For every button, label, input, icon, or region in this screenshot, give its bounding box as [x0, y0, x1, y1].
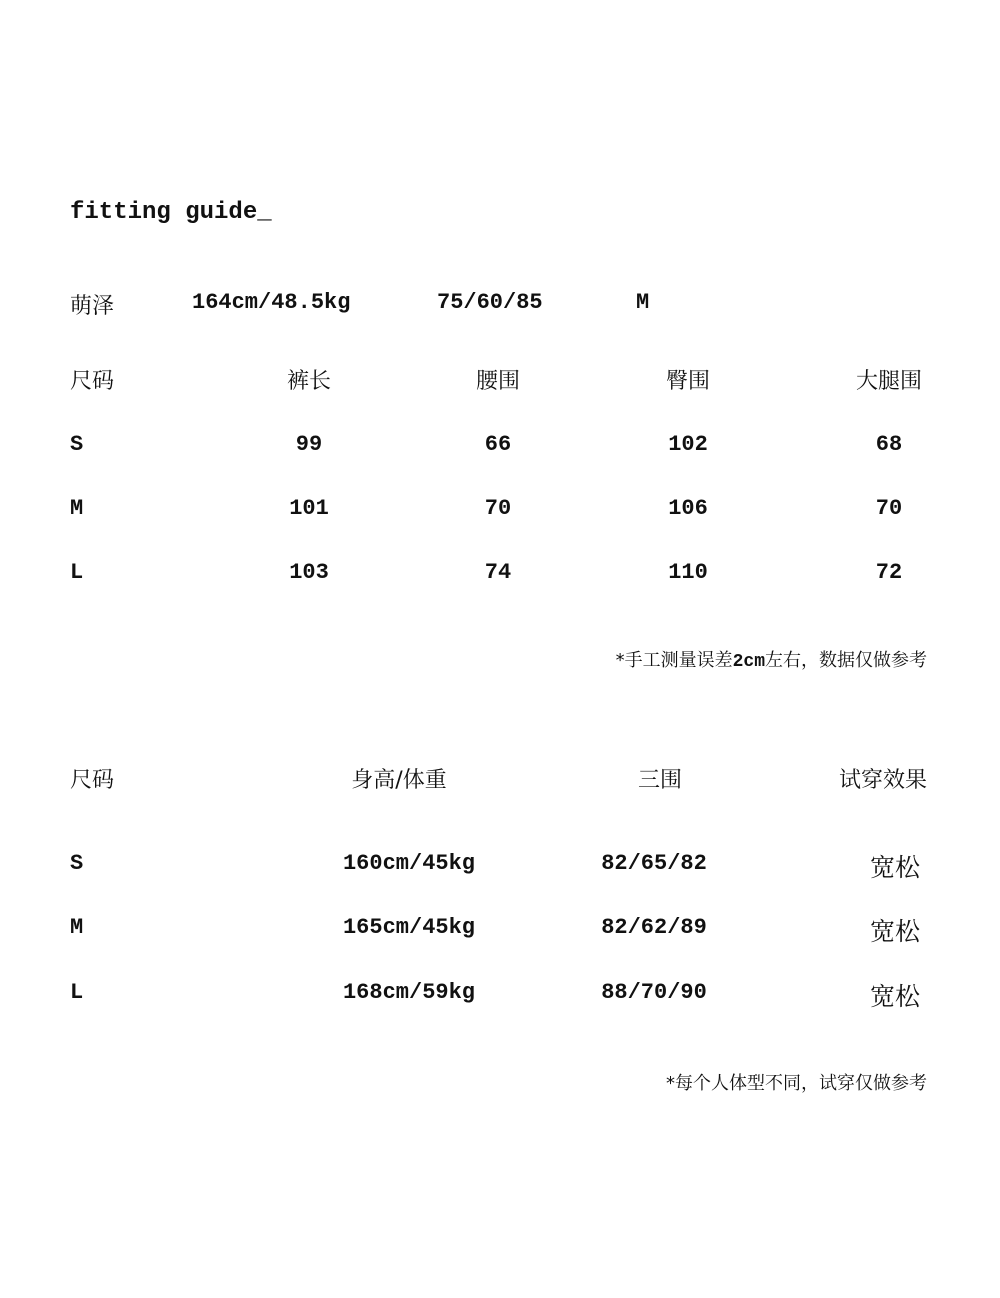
header-measurements: 三围 — [637, 768, 683, 793]
waist-cell: 66 — [484, 432, 512, 457]
model-height-weight: 164cm/48.5kg — [192, 290, 351, 315]
pant-length-cell: 101 — [289, 496, 329, 521]
measurements-cell: 88/70/90 — [601, 980, 707, 1005]
model-name: 萌泽 — [70, 294, 115, 319]
size-cell: S — [70, 851, 84, 876]
pant-length-cell: 103 — [289, 560, 329, 585]
header-waist: 腰围 — [475, 369, 521, 394]
height-weight-cell: 168cm/59kg — [342, 980, 476, 1005]
size-cell: S — [70, 432, 84, 457]
hip-cell: 102 — [668, 432, 708, 457]
hip-cell: 106 — [668, 496, 708, 521]
header-thigh: 大腿围 — [855, 369, 923, 394]
measurement-note — [616, 646, 927, 672]
thigh-cell: 70 — [875, 496, 903, 521]
header-fit-result: 试穿效果 — [838, 768, 927, 793]
waist-cell: 70 — [484, 496, 512, 521]
thigh-cell: 72 — [875, 560, 903, 585]
measurement-note-suffix: 左右，数据仅做参考 — [765, 650, 927, 671]
measurements-cell: 82/65/82 — [601, 851, 707, 876]
measurements-cell: 82/62/89 — [601, 915, 707, 940]
header-pant-length: 裤长 — [286, 369, 332, 394]
header-height-weight: 身高/体重 — [351, 768, 447, 793]
size-cell: L — [70, 560, 84, 585]
model-measurements: 75/60/85 — [437, 290, 543, 315]
pant-length-cell: 99 — [295, 432, 323, 457]
model-size: M — [636, 290, 650, 315]
height-weight-cell: 165cm/45kg — [342, 915, 476, 940]
header-size: 尺码 — [70, 369, 115, 394]
height-weight-cell: 160cm/45kg — [342, 851, 476, 876]
page-title: fitting guide_ — [70, 199, 272, 226]
measurement-note-prefix: *手工测量误差 — [615, 650, 733, 671]
fit-result-cell: 宽松 — [869, 853, 921, 882]
thigh-cell: 68 — [875, 432, 903, 457]
fit-result-cell: 宽松 — [869, 917, 921, 946]
size-cell: L — [70, 980, 84, 1005]
hip-cell: 110 — [668, 560, 708, 585]
fit-note: *每个人体型不同，试穿仅做参考 — [666, 1073, 927, 1094]
fit-result-cell: 宽松 — [869, 982, 921, 1011]
size-cell: M — [70, 496, 84, 521]
header-hip: 臀围 — [665, 369, 711, 394]
measurement-note-value: 2cm — [732, 652, 765, 672]
size-cell: M — [70, 915, 84, 940]
waist-cell: 74 — [484, 560, 512, 585]
header-size: 尺码 — [70, 768, 115, 793]
